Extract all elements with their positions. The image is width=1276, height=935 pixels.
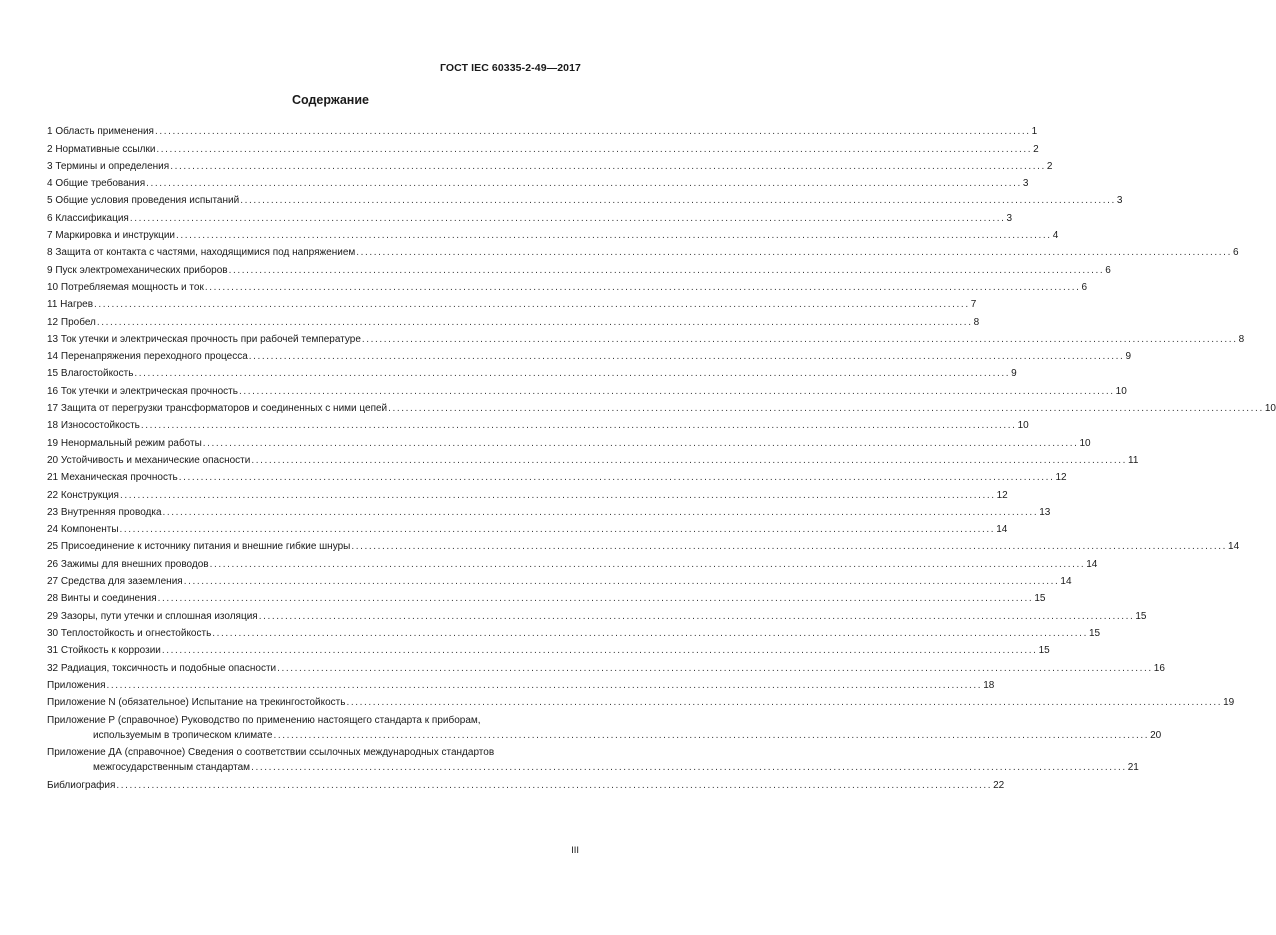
toc-entry-text: 16 Ток утечки и электрическая прочность [47, 385, 238, 397]
toc-entry-annex-da[interactable] [47, 742, 1139, 774]
toc-entry[interactable] [47, 450, 1139, 467]
toc-entry[interactable] [47, 484, 1008, 501]
toc-entry-text: 27 Средства для заземления [47, 576, 183, 588]
leader-dots: ........................................................................................................................................................................................................ [248, 351, 1125, 363]
toc-entry-text: 18 Износостойкость [47, 420, 140, 432]
toc-entry[interactable] [47, 329, 1245, 346]
toc-entry-text: 11 Нагрев [47, 299, 94, 311]
toc-entry-text: 21 Механическая прочность [47, 472, 178, 484]
leader-dots: ........................................................................................................................................................................................................ [161, 645, 1038, 657]
leader-dots: ........................................................................................................................................................................................................ [162, 506, 1039, 518]
leader-dots: ........................................................................................................................................................................................................ [170, 160, 1046, 172]
toc-entry[interactable] [47, 242, 1239, 259]
leader-dots: ........................................................................................................................................................................................................ [134, 368, 1011, 380]
toc-page-number: 15 [1088, 627, 1101, 639]
toc-entry-text: 20 Устойчивость и механические опасности [47, 454, 251, 466]
toc-entry-text: 24 Компоненты [47, 524, 119, 536]
leader-dots: ........................................................................................................................................................................................................ [154, 126, 1031, 138]
leader-dots: ........................................................................................................................................................................................................ [351, 541, 1228, 553]
toc-entry-text: 4 Общие требования [47, 178, 146, 190]
toc-page-number: 6 [1081, 281, 1088, 293]
toc-page-number: 22 [993, 780, 1005, 792]
toc-entry-bibliography[interactable] [47, 775, 1005, 792]
toc-entry[interactable] [47, 346, 1131, 363]
leader-dots: ........................................................................................................................................................................................................ [116, 780, 993, 792]
toc-entry[interactable] [47, 190, 1123, 207]
toc-page-number: 10 [1264, 403, 1276, 415]
toc-entry-text: 5 Общие условия проведения испытаний [47, 195, 240, 207]
toc-entry-text: Библиография [47, 780, 116, 792]
toc-page-number: 10 [1079, 437, 1091, 449]
toc-entry[interactable] [47, 502, 1051, 519]
toc-page-number: 6 [1232, 247, 1239, 259]
toc-entry-text: 7 Маркировка и инструкции [47, 230, 176, 242]
toc-entry[interactable] [47, 121, 1038, 138]
toc-page-number: 2 [1046, 160, 1053, 172]
toc-entry-text: 9 Пуск электромеханических приборов [47, 264, 228, 276]
toc-page-number: 16 [1153, 662, 1165, 674]
toc-entry-text: 6 Классификация [47, 212, 129, 224]
toc-page-number: 11 [1128, 454, 1139, 466]
toc-page-number: 3 [1116, 195, 1123, 207]
page-title: Содержание [291, 93, 369, 107]
toc-entry[interactable] [47, 432, 1091, 449]
leader-dots: ........................................................................................................................................................................................................ [204, 281, 1081, 293]
toc-page-number: 12 [1055, 472, 1067, 484]
toc-page-number: 15 [1135, 610, 1147, 622]
toc-entry[interactable] [47, 415, 1029, 432]
leader-dots: ........................................................................................................................................................................................................ [361, 333, 1238, 345]
leader-dots: ........................................................................................................................................................................................................ [238, 385, 1115, 397]
toc-entry-text: 25 Присоединение к источнику питания и внешние гибкие шнуры [47, 541, 351, 553]
toc-page-number: 10 [1115, 385, 1127, 397]
toc-entry-text: 23 Внутренняя проводка [47, 506, 162, 518]
toc-entry[interactable] [47, 225, 1059, 242]
toc-entry[interactable] [47, 605, 1147, 622]
leader-dots: ........................................................................................................................................................................................................ [388, 403, 1264, 415]
toc-entry[interactable] [47, 588, 1046, 605]
toc-entry[interactable] [47, 571, 1072, 588]
toc-page-number: 15 [1038, 645, 1050, 657]
toc-entry[interactable] [47, 173, 1029, 190]
toc-entry-text: 28 Винты и соединения [47, 593, 157, 605]
leader-dots: ........................................................................................................................................................................................................ [157, 593, 1034, 605]
toc-entry-text: Приложения [47, 679, 106, 691]
toc-entry[interactable] [47, 207, 1013, 224]
toc-page-number: 14 [996, 524, 1008, 536]
toc-page-number: 10 [1017, 420, 1029, 432]
toc-entry-text: 22 Конструкция [47, 489, 119, 501]
toc-page-number: 14 [1086, 558, 1098, 570]
toc-entry[interactable] [47, 156, 1053, 173]
leader-dots: ........................................................................................................................................................................................................ [258, 610, 1135, 622]
toc-entry-text: 12 Пробел [47, 316, 96, 328]
leader-dots: ........................................................................................................................................................................................................ [106, 679, 983, 691]
toc-entry-text: Приложение ДА (справочное) Сведения о соответствии ссылочных международных стандартов [47, 747, 495, 759]
leader-dots: ........................................................................................................................................................................................................ [240, 195, 1116, 207]
toc-page-number: 15 [1034, 593, 1046, 605]
leader-dots: ........................................................................................................................................................................................................ [228, 264, 1105, 276]
leader-dots: ........................................................................................................................................................................................................ [119, 489, 996, 501]
leader-dots: ........................................................................................................................................................................................................ [251, 762, 1127, 774]
toc-entry[interactable] [47, 259, 1111, 276]
toc-entry[interactable] [47, 675, 995, 692]
toc-entry-text: Приложение Р (справочное) Руководство по применению настоящего стандарта к приборам, [47, 715, 481, 727]
leader-dots: ........................................................................................................................................................................................................ [146, 178, 1022, 190]
toc-entry[interactable] [47, 536, 1240, 553]
toc-entry-text: 29 Зазоры, пути утечки и сплошная изоляция [47, 610, 258, 622]
leader-dots: ........................................................................................................................................................................................................ [129, 212, 1006, 224]
leader-dots: ........................................................................................................................................................................................................ [119, 524, 996, 536]
toc-entry[interactable] [47, 623, 1101, 640]
toc-page-number: 2 [1033, 143, 1039, 155]
toc-entry-text: 26 Зажимы для внешних проводов [47, 558, 209, 570]
toc-page-number: 3 [1006, 212, 1013, 224]
leader-dots: ........................................................................................................................................................................................................ [96, 316, 973, 328]
toc-page-number: 6 [1105, 264, 1111, 276]
leader-dots: ........................................................................................................................................................................................................ [156, 143, 1033, 155]
toc-page-number: 18 [983, 679, 995, 691]
toc-entry[interactable] [47, 380, 1127, 397]
page-number: III [571, 845, 579, 856]
leader-dots: ........................................................................................................................................................................................................ [346, 697, 1223, 709]
leader-dots: ........................................................................................................................................................................................................ [212, 627, 1088, 639]
toc-page-number: 9 [1125, 351, 1131, 363]
leader-dots: ........................................................................................................................................................................................................ [356, 247, 1232, 259]
leader-dots: ........................................................................................................................................................................................................ [277, 662, 1153, 674]
toc-page-number: 19 [1223, 697, 1235, 709]
toc-page-number: 7 [970, 299, 977, 311]
toc-entry-text: 19 Ненормальный режим работы [47, 437, 202, 449]
toc-entry-text: используемым в тропическом климате [93, 730, 273, 742]
toc-page-number: 3 [1022, 178, 1029, 190]
toc-entry[interactable] [47, 363, 1017, 380]
table-of-contents [47, 121, 1276, 792]
toc-page-number: 8 [1238, 333, 1245, 345]
toc-page-number: 1 [1031, 126, 1038, 138]
toc-entry[interactable] [47, 467, 1067, 484]
toc-page-number: 4 [1052, 230, 1059, 242]
toc-entry-text: Приложение N (обязательное) Испытание на трекингостойкость [47, 697, 346, 709]
toc-page-number: 14 [1060, 576, 1072, 588]
toc-entry[interactable] [47, 311, 980, 328]
toc-entry[interactable] [47, 553, 1098, 570]
leader-dots: ........................................................................................................................................................................................................ [178, 472, 1055, 484]
toc-page-number: 9 [1011, 368, 1017, 380]
toc-page-number: 12 [996, 489, 1008, 501]
toc-entry-text: 10 Потребляемая мощность и ток [47, 281, 204, 293]
toc-entry-text: 2 Нормативные ссылки [47, 143, 156, 155]
leader-dots: ........................................................................................................................................................................................................ [176, 230, 1052, 242]
toc-page-number: 20 [1150, 730, 1162, 742]
toc-entry[interactable] [47, 519, 1008, 536]
toc-entry-text: 15 Влагостойкость [47, 368, 134, 380]
toc-entry-text: 8 Защита от контакта с частями, находящимися под напряжением [47, 247, 356, 259]
toc-page-number: 21 [1127, 762, 1139, 774]
leader-dots: ........................................................................................................................................................................................................ [183, 576, 1060, 588]
toc-entry[interactable] [47, 657, 1165, 674]
leader-dots: ........................................................................................................................................................................................................ [273, 730, 1150, 742]
toc-entry-text: 3 Термины и определения [47, 160, 170, 172]
toc-entry-text: 30 Теплостойкость и огнестойкость [47, 627, 212, 639]
toc-entry-text: 1 Область применения [47, 126, 154, 138]
leader-dots: ........................................................................................................................................................................................................ [209, 558, 1086, 570]
toc-entry-annex-p[interactable] [47, 710, 1162, 742]
toc-entry-text: межгосударственным стандартам [93, 762, 251, 774]
toc-page-number: 8 [973, 316, 980, 328]
toc-entry[interactable] [47, 294, 977, 311]
toc-entry[interactable] [47, 277, 1088, 294]
toc-entry-text: 32 Радиация, токсичность и подобные опасности [47, 662, 277, 674]
leader-dots: ........................................................................................................................................................................................................ [140, 420, 1017, 432]
toc-entry[interactable] [47, 138, 1039, 155]
toc-entry-text: 13 Ток утечки и электрическая прочность при рабочей температуре [47, 333, 361, 345]
document-header: ГОСТ IEC 60335-2-49—2017 [439, 62, 581, 74]
toc-entry-text: 31 Стойкость к коррозии [47, 645, 161, 657]
leader-dots: ........................................................................................................................................................................................................ [94, 299, 970, 311]
toc-entry[interactable] [47, 398, 1276, 415]
toc-page-number: 13 [1039, 506, 1051, 518]
toc-page-number: 14 [1228, 541, 1240, 553]
leader-dots: ........................................................................................................................................................................................................ [202, 437, 1079, 449]
toc-entry-text: 17 Защита от перегрузки трансформаторов и соединенных с ними цепей [47, 403, 388, 415]
toc-entry-text: 14 Перенапряжения переходного процесса [47, 351, 248, 363]
toc-entry[interactable] [47, 640, 1050, 657]
leader-dots: ........................................................................................................................................................................................................ [251, 454, 1127, 466]
toc-entry[interactable] [47, 692, 1235, 709]
